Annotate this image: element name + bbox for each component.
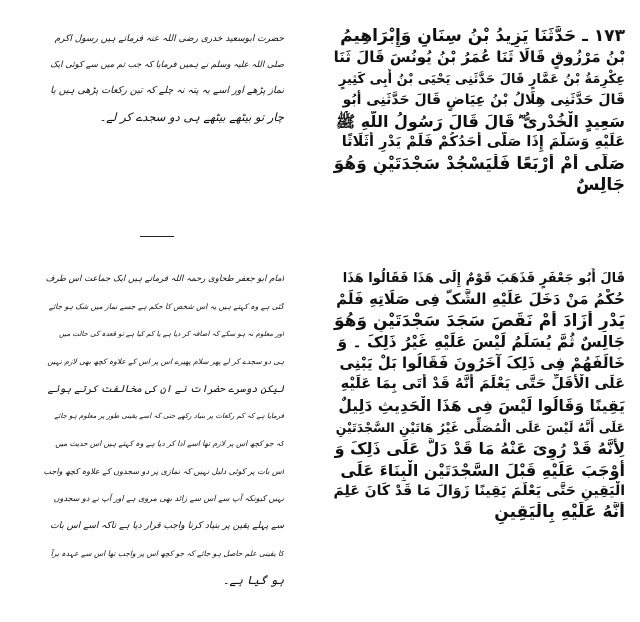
hadith-line: صَلَّى أَمْ أَرْبَعًا فَلْیَسْجُدْ سَجْدَتَیْنِ وَهُوَ xyxy=(333,153,625,174)
commentary-line: عَلَى الْأَقَلِّ حَتَّى یَعْلَمَ أَنَّهُ قَدْ أَتَى بِمَا عَلَیْهِ xyxy=(340,376,625,393)
commentary-line: لِأَنَّهُ قَدْ رُوِیَ عَنْهُ مَا قَدْ دَلَّ عَلَى ذَلِکَ وَ xyxy=(334,439,625,459)
translation-line: نماز پڑھے اور اسے یہ پتہ نہ چلے کہ تین رکعات پڑھی ہیں یا xyxy=(50,85,284,96)
translation-line: چار تو بیٹھے بیٹھے ہی دو سجدے کر لے۔ xyxy=(99,110,284,124)
hadith-line: بْنُ مَرْزُوقٍ قَالَا ثَنَا عُمَرُ بْنُ یُونُسَ قَالَ ثَنَا xyxy=(333,48,625,67)
commentary-line: أَنَّهُ عَلَیْهِ بِالْیَقِینِ xyxy=(494,502,625,523)
hadith-line: سَعِیدٍ الْخُدْرِیُّ ؓ قَالَ قَالَ رَسُولُ اللَّهِ ﷺ xyxy=(335,112,625,132)
arabic-commentary-block xyxy=(333,268,625,524)
arabic-hadith-block xyxy=(333,26,625,196)
hadith-line: قَالَ حَدَّثَنِی هِلَالُ بْنُ عِیَاضٍ قَالَ حَدَّثَنِی أَبُو xyxy=(342,91,625,108)
commentary-line: یَقِینًا وَقَالُوا لَیْسَ فِی هَذَا الْحَدِیثِ دَلِیلٌ xyxy=(338,396,625,415)
hadith-line: ۱۷۳ ـ حَدَّثَنَا یَزِیدُ بْنُ سِنَانٍ وَإِبْرَاهِیمُ xyxy=(340,26,625,46)
urdu-commentary-line: اس بات پر کوئی دلیل نہیں کہ نمازی پر دو سجدوں کے علاوہ کچھ واجب xyxy=(44,466,284,476)
urdu-commentary-line: کا یقینی علم حاصل ہو جائے کہ جو کچھ اس پر واجب تھا اس سے عہدہ برآ xyxy=(50,549,284,559)
hadith-line: جَالِسٌ xyxy=(575,175,625,196)
hadith-line: عَلَیْهِ وَسَلَّمَ إِذَا صَلَّى أَحَدُکُمْ فَلَمْ یَدْرِ أَثَلَاثًا xyxy=(341,134,625,151)
commentary-line: الْیَقِینِ حَتَّى یَعْلَمَ یَقِینًا زَوَالَ مَا قَدْ کَانَ عَلِمَ xyxy=(333,482,625,499)
commentary-line: یَدْرِ أَزَادَ أَمْ نَقَصَ سَجَدَ سَجْدَتَیْنِ وَهُوَ xyxy=(334,310,625,331)
urdu-commentary-line: ہی دو سجدے کر لے پھر سلام پھیرے اس پر اس کے علاوہ کچھ بھی لازم نہیں xyxy=(47,357,284,367)
urdu-commentary-block xyxy=(44,266,284,595)
commentary-line: حُکْمُ مَنْ دَخَلَ عَلَیْهِ الشَّکُّ فِی صَلَاتِهِ فَلَمْ xyxy=(336,290,625,309)
urdu-commentary-line: کہ جو کچھ اس پر لازم تھا اسے ادا کر دیا ہے وہ کہتے ہیں اس حدیث میں xyxy=(55,439,284,449)
hadith-line: عِکْرِمَةُ بْنُ عَمَّارٍ قَالَ حَدَّثَنِی یَحْیَی بْنُ أَبِی کَثِیرٍ xyxy=(338,71,625,87)
commentary-line: عَلَى أَنَّهُ لَیْسَ عَلَى الْمُصَلِّی غَیْرُ هَاتَیْنِ السَّجْدَتَیْنِ xyxy=(335,420,625,436)
commentary-line: أَوْجَبَ عَلَیْهِ قَبْلَ السَّجْدَتَیْنِ الْبِنَاءَ عَلَى xyxy=(340,460,625,480)
section-divider xyxy=(140,236,174,237)
commentary-line: جَالِسٌ ثُمَّ یُسَلِّمُ لَیْسَ عَلَیْهِ غَیْرُ ذَلِکَ ۔ وَ xyxy=(337,332,625,351)
urdu-commentary-line: سے پہلے یقین پر بنیاد کرنا واجب قرار دیا ہے تاکہ اسے اس بات xyxy=(50,520,284,531)
urdu-commentary-line: ہو گیا ہے۔ xyxy=(222,573,284,588)
urdu-commentary-line: فرمایا ہے کہ کم رکعات پر بنیاد رکھے حتی کہ اسے یقینی طور پر معلوم ہو جائے xyxy=(54,412,284,421)
urdu-commentary-line: گئی ہے وہ کہتے ہیں یہ اس شخص کا حکم ہے جسے نماز میں شک ہو جائے xyxy=(48,302,284,312)
translation-line: صلی اللہ علیہ وسلم نے ہمیں فرمایا کہ جب تم میں سے کوئی ایک xyxy=(50,60,284,70)
urdu-commentary-line: امام ابو جعفر طحاوی رحمہ اللہ فرماتے ہیں ایک جماعت اس طرف xyxy=(45,274,284,284)
urdu-commentary-line: لیکن دوسرے حضرات نے ان کی مخالفت کرتے ہوئے xyxy=(47,383,284,395)
commentary-line: قَالَ أَبُو جَعْفَرٍ فَذَهَبَ قَوْمٌ إِلَى هَذَا فَقَالُوا هَذَا xyxy=(342,271,625,286)
urdu-commentary-line: نہیں کیونکہ آپ سے اس سے زائد بھی مروی ہے اور آپ نے دو سجدوں xyxy=(53,494,284,504)
translation-line: حضرت ابوسعید خدری رضی اللہ عنہ فرماتے ہیں رسول اکرم xyxy=(54,34,284,44)
urdu-commentary-line: اور معلوم نہ ہو سکے کہ اضافہ کر دیا ہے یا کم کیا ہے تو قعدہ کی حالت میں xyxy=(59,329,284,338)
commentary-line: خَالَفَهُمْ فِی ذَلِکَ آخَرُونَ فَقَالُوا بَلْ یَبْنِی xyxy=(339,354,625,373)
urdu-translation-block xyxy=(44,26,284,130)
